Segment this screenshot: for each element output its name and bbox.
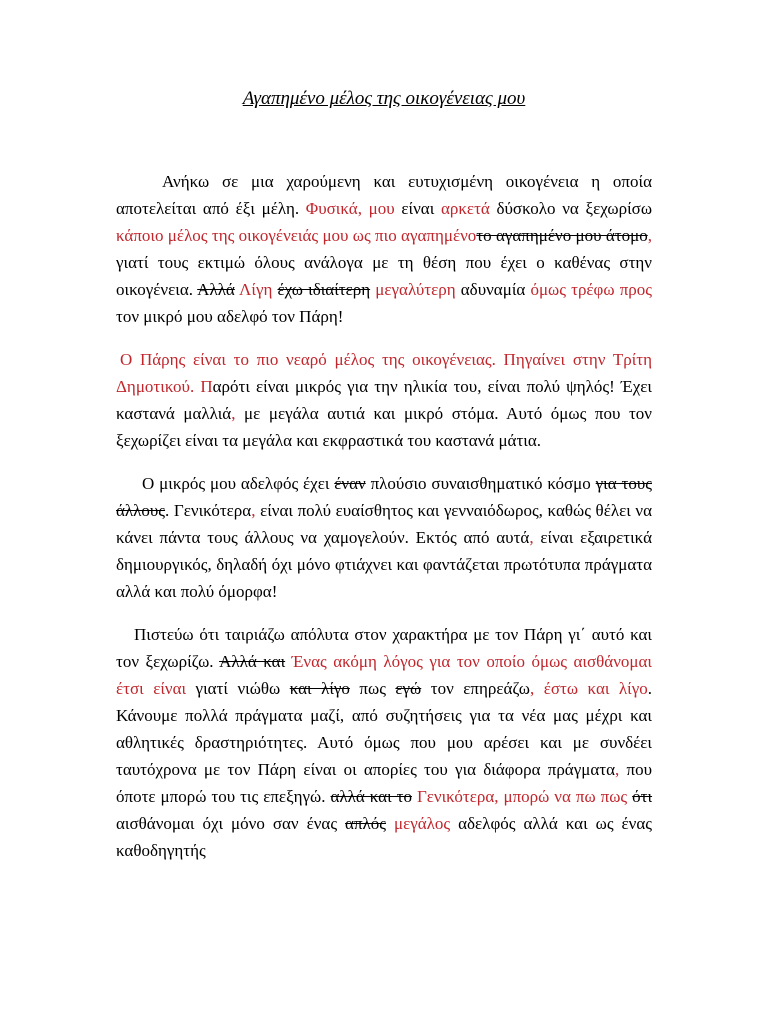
body-text: τον μικρό μου αδελφό τον Πάρη! [116,307,344,326]
body-text [386,814,394,833]
deleted-text: το αγαπημένο μου άτομο [476,226,648,245]
added-text: , [251,501,256,520]
added-text: μεγαλύτερη [375,280,456,299]
added-text: , έστω και λίγο [530,679,648,698]
body-text: Πιστεύω ότι ταιριάζω απόλυτα στον χαρακτήρα με τον Πάρη γι΄ αυτό και τον ξεχωρίζω. [116,625,652,671]
deleted-text: Αλλά και [219,652,286,671]
added-text: αρκετά [440,199,490,218]
deleted-text: ότι [632,787,653,806]
body-text: τον επηρεάζω [421,679,530,698]
paragraph-relationship [116,621,652,864]
paragraph-intro [116,168,652,330]
body-text: . Γενικότερα [165,501,252,520]
deleted-text: έχω ιδιαίτερη [277,280,371,299]
body-text: αρότι είναι μικρός για την ηλικία του, είναι πολύ ψηλός! Έχει καστανά μαλλιά [116,377,652,423]
added-text: όμως τρέφω προς [530,280,652,299]
body-text: δύσκολο να ξεχωρίσω [489,199,653,218]
deleted-text: και λίγο [289,679,350,698]
deleted-text: εγώ [395,679,422,698]
added-text: Γενικότερα, μπορώ να πω πως [416,787,628,806]
body-text: είναι [394,199,441,218]
deleted-text: για τους άλλους [116,474,652,520]
body-text: είναι εξαιρετικά δημιουργικός, δηλαδή όχι μόνο φτιάχνει και φαντάζεται πρωτότυπα πράγματα αλλά και πολύ όμορφα! [116,528,652,601]
body-text: αισθάνομαι όχι μόνο σαν ένας [116,814,346,833]
paragraph-description [116,346,652,454]
deleted-text: Αλλά [197,280,235,299]
added-text: Ένας ακόμη λόγος για τον οποίο όμως αισθάνομαι έτσι είναι [116,652,652,698]
added-text: Ο Πάρης είναι το πιο νεαρό μέλος της οικογένειας. Πηγαίνει στην Τρίτη Δημοτικού. Π [116,350,652,396]
deleted-text: αλλά και το [330,787,412,806]
body-text: πως [349,679,396,698]
body-text: με μεγάλα αυτιά και μικρό στόμα. Αυτό όμως που τον ξεχωρίζει είναι τα μεγάλα και εκφραστικά του καστανά μάτια. [116,404,652,450]
deleted-text: απλός [345,814,387,833]
body-text: Ο μικρός μου αδελφός έχει [142,474,335,493]
body-text: αδελφός αλλά και ως ένας καθοδηγητής [116,814,652,860]
body-text: πλούσιο συναισθηματικό κόσμο [365,474,596,493]
document-title: Αγαπημένο μέλος της οικογένειας μου [242,88,526,109]
body-text: που όποτε μπορώ του τις επεξηγώ. [116,760,652,806]
body-text: γιατί τους εκτιμώ όλους ανάλογα με τη θέση που έχει ο καθένας στην οικογένεια. [116,253,652,299]
added-text: , [615,760,620,779]
added-text: μεγάλος [394,814,451,833]
added-text: , [231,404,236,423]
document-body [116,168,652,880]
body-text: Ανήκω σε μια χαρούμενη και ευτυχισμένη οικογένεια η οποία αποτελείται από έξι μέλη. [116,172,652,218]
body-text: είναι πολύ ευαίσθητος και γενναιόδωρος, καθώς θέλει να κάνει πάντα τους άλλους να χαμογελούν. Εκτός από αυτά [116,501,653,547]
added-text: , [529,528,534,547]
added-text: , [647,226,652,245]
body-text: . Κάνουμε πολλά πράγματα μαζί, από συζητήσεις για τα νέα μας μέχρι και αθλητικές δραστηριότητες. Αυτό όμως που μου αρέσει και με συνδέει ταυτόχρονα με τον Πάρη είναι οι απορίες του για διάφορα πράγματα [116,679,652,779]
body-text: αδυναμία [455,280,531,299]
added-text: κάποιο μέλος της οικογένειάς μου ως πιο αγαπημένο [116,226,477,245]
added-text: Φυσικά, μου [305,199,395,218]
body-text: γιατί νιώθω [186,679,290,698]
paragraph-character [116,470,652,605]
added-text: Λίγη [239,280,273,299]
deleted-text: έναν [334,474,366,493]
